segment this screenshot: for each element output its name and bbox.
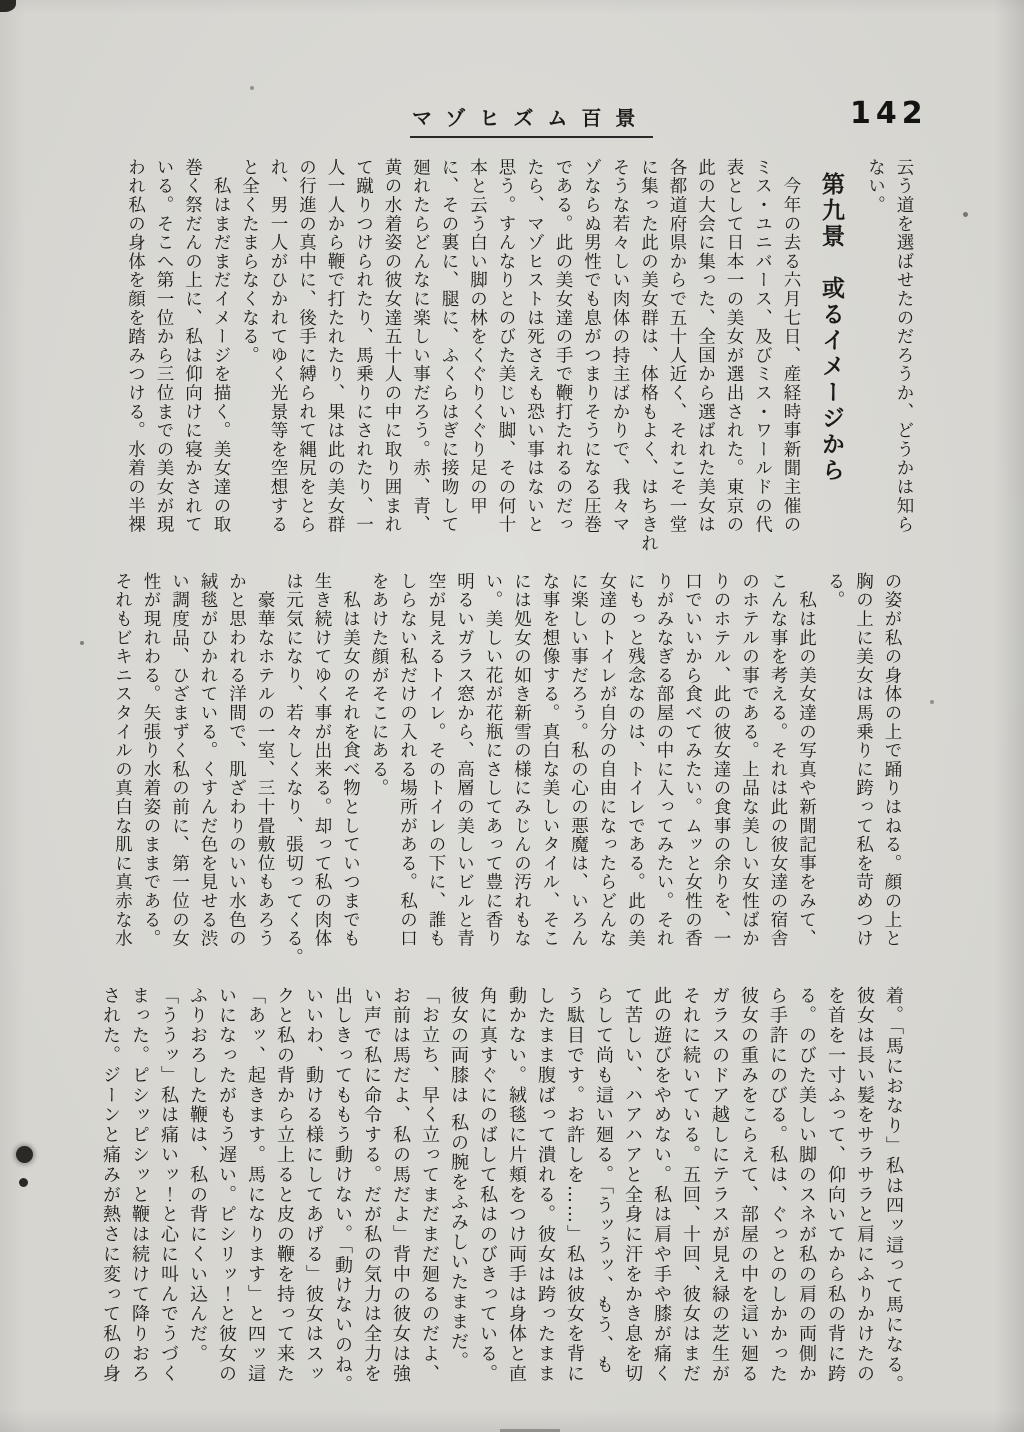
text-column: かと思われる洋間で、肌ざわりのいい水色の bbox=[226, 572, 247, 948]
text-column: りがみなぎる部屋の中に入ってみたい。それ bbox=[654, 572, 674, 948]
text-column: 表として日本一の美女が選出された。東京の bbox=[724, 158, 744, 534]
text-column: の姿が私の身体の上で踊りはねる。顔の上と bbox=[882, 572, 902, 948]
text-column: い。美しい花が花瓶にさしてあって豊に香り bbox=[483, 572, 503, 948]
text-column: 空が見えるトイレ。そのトイレの下に、誰も bbox=[426, 572, 446, 948]
text-column: 明るいガラス窓から、高層の美しいビルと青 bbox=[454, 572, 475, 948]
text-column: い調度品、ひざまずく私の前に、第一位の女 bbox=[169, 572, 190, 948]
text-column: に楽しい事だろう。私の心の悪魔は、いろん bbox=[568, 572, 589, 948]
text-column: 動かない。絨毯に片頬をつけ両手は身体と直 bbox=[506, 986, 527, 1384]
text-block-middle bbox=[108, 572, 906, 980]
ink-speck bbox=[16, 1146, 33, 1163]
text-column: 今年の去る六月七日、産経時事新聞主催の bbox=[781, 158, 801, 534]
text-column: い声で私に命令する。だが私の気力は全力を bbox=[361, 986, 382, 1384]
text-column: 彼女の両膝は 私の腕をふみしいたままだ。 bbox=[448, 986, 469, 1372]
text-column: に集った此の美女群は、体格もよく、はちきれ bbox=[638, 158, 659, 553]
text-column: をあけた顔がそこにある。 bbox=[369, 572, 389, 798]
section-heading: 第九景 或るイメージから bbox=[818, 172, 844, 484]
text-block-top bbox=[121, 158, 918, 580]
text-column: たら、マゾヒストは死さえも恐い事はないと bbox=[524, 158, 545, 534]
text-column: の行進の真中に、後手に縛られて縄尻をとら bbox=[296, 158, 317, 534]
text-column: そうな若々しい肉体の持主ばかりで、我々マ bbox=[610, 158, 630, 534]
text-column: 思う。すんなりとのびた美じい脚、その何十 bbox=[496, 158, 516, 534]
text-column: 廻れたらどんなに楽しい事だろう。赤、青、 bbox=[410, 158, 431, 534]
text-column: は元気になり、若々しくなり、張切ってくる。 bbox=[283, 572, 304, 967]
text-column: 私はまだまだイメージを描く。美女達の取 bbox=[211, 158, 231, 534]
text-column: クと私の背から立上ると皮の鞭を持って来た bbox=[274, 986, 295, 1384]
text-column: された。ジーンと痛みが熱さに変って私の身 bbox=[100, 986, 121, 1384]
text-column: いる。そこへ第一位から三位までの美女が現 bbox=[154, 158, 174, 534]
text-column: 云う道を選ばせたのだろうか、どうかは知ら bbox=[894, 158, 914, 534]
text-column: それもビキニスタイルの真白な肌に真赤な水 bbox=[112, 572, 133, 948]
text-column: いになったがもう遅い。ピシリッ！と彼女の bbox=[216, 986, 237, 1384]
text-column: 此の大会に集った、全国から選ばれた美女は bbox=[695, 158, 716, 534]
text-column: いいわ、動ける様にしてあげる」彼女はスッ bbox=[303, 986, 324, 1384]
text-column: 着。「馬におなり」私は四ッ這って馬になる。 bbox=[883, 986, 904, 1395]
text-column: 「あッ、起きます。馬になります」と四ッ這 bbox=[245, 986, 266, 1384]
text-column: のホテルの事である。上品な美しい女性ばか bbox=[739, 572, 760, 948]
ink-speck bbox=[250, 86, 254, 90]
text-column: 彼女の重みをこらえて、部屋の中を這い廻る bbox=[738, 986, 759, 1384]
text-block-bottom bbox=[96, 986, 908, 1421]
text-column: である。此の美女達の手で鞭打たれるのだっ bbox=[553, 158, 573, 534]
text-column: われ私の身体を顔を踏みつける。水着の半裸 bbox=[125, 158, 146, 534]
text-column: には処女の如き新雪の様にみじんの汚れもな bbox=[511, 572, 532, 948]
text-column: 胸の上に美女は馬乗りに跨って私を苛めつけ bbox=[853, 572, 874, 948]
text-column: る。 bbox=[825, 572, 845, 610]
text-column: 豪華なホテルの一室、三十畳敷位もあろう bbox=[255, 572, 275, 948]
text-column: しらない私だけの入れる場所がある。私の口 bbox=[397, 572, 418, 948]
text-column: 各都道府県からで五十人近く、それこそ一堂 bbox=[667, 158, 687, 534]
text-column: ゾならぬ男性でも息がつまりそうになる圧巻 bbox=[581, 158, 602, 534]
text-column: 本と云う白い脚の林をくぐりくぐり足の甲 bbox=[467, 158, 488, 516]
text-column: 角に真すぐにのばして私はのびきっている。 bbox=[477, 986, 498, 1384]
text-column: ミス・ユニバース、及びミス・ワールドの代 bbox=[752, 158, 773, 534]
text-column: お前は馬だよ、私の馬だよ」背中の彼女は強 bbox=[390, 986, 411, 1384]
ink-speck bbox=[930, 700, 934, 704]
text-column: 「お立ち、早く立ってまだまだ廻るのだよ、 bbox=[419, 986, 440, 1384]
text-column: 私は美女のそれを食べ物としていつまでも bbox=[340, 572, 361, 948]
text-column: 人一人から鞭で打たれたり、果は此の美女群 bbox=[325, 158, 345, 534]
text-column: ガラスのドア越しにテラスが見え緑の芝生が bbox=[709, 986, 730, 1384]
text-column: 彼女は長い髪をサラサラと肩にふりかけたの bbox=[854, 986, 875, 1384]
text-column: れ、男一人がひかれてゆく光景等を空想する bbox=[268, 158, 288, 534]
text-column: りのホテル、此の彼女達の食事の余りを、一 bbox=[711, 572, 731, 948]
text-column: る。のびた美しい脚のスネが私の肩の両側か bbox=[796, 986, 817, 1384]
running-title: マゾヒズム百景 bbox=[410, 102, 653, 138]
text-column: 巻く祭だんの上に、私は仰向けに寝かされて bbox=[182, 158, 203, 534]
text-column: ふりおろした鞭は、私の背にくい込んだ。 bbox=[187, 986, 208, 1365]
text-column: に、その裏に、腿に、ふくらはぎに接吻して bbox=[439, 158, 459, 534]
text-column: 此の遊びをやめない。私は肩や手や膝が痛く bbox=[651, 986, 672, 1384]
text-column: それに続いている。五回、十回、彼女はまだ bbox=[680, 986, 701, 1384]
ink-speck bbox=[963, 212, 968, 217]
text-column: ら手許にのびる。私は、ぐっとのしかかった bbox=[767, 986, 788, 1384]
text-column: と全くたまらなくなる。 bbox=[239, 158, 260, 365]
ink-speck bbox=[19, 1178, 28, 1187]
text-column: 性が現れわる。矢張り水着姿のままである。 bbox=[141, 572, 161, 948]
text-column: 生き続けてゆく事が出来る。却って私の肉体 bbox=[312, 572, 332, 948]
text-column: にもっと残念なのは、トイレである。此の美 bbox=[625, 572, 646, 948]
text-column: う駄目です。お許しを……」私は彼女を背に bbox=[564, 986, 585, 1384]
text-column: したまま腹ばって潰れる。彼女は跨ったまま bbox=[535, 986, 556, 1384]
text-column: ない。 bbox=[865, 158, 886, 215]
text-column: 口でいいから食べてみたい。ムッと女性の香 bbox=[682, 572, 703, 948]
text-column: 黄の水着姿の彼女達五十人の中に取り囲まれ bbox=[382, 158, 402, 534]
text-column: て蹴りつけられたり、馬乗りにされたり、一 bbox=[353, 158, 374, 534]
text-column: 絨毯がひかれている。くすんだ色を見せる渋 bbox=[198, 572, 218, 948]
text-column: を首を一寸ふって、仰向いてから私の背に跨 bbox=[825, 986, 846, 1384]
text-column: て苦しい、ハアハアと全身に汗をかき息を切 bbox=[622, 986, 643, 1384]
page-number: 142 bbox=[850, 96, 928, 131]
text-column: 出しきってももう動けない。「動けないのね。 bbox=[332, 986, 353, 1395]
text-column: 女達のトイレが自分の自由になったらどんな bbox=[597, 572, 617, 948]
text-column: な事を想像する。真白な美しいタイル、そこ bbox=[540, 572, 560, 948]
text-column: 私は此の美女達の写真や新聞記事をみて、 bbox=[796, 572, 817, 948]
text-column: こんな事を考える。それは此の彼女達の宿舎 bbox=[768, 572, 788, 948]
text-column: まった。ピシッピシッと鞭は続けて降りおろ bbox=[129, 986, 150, 1384]
ink-speck bbox=[80, 641, 84, 645]
text-column: らして尚も這い廻る。「うッうッ、もう、も bbox=[593, 986, 614, 1375]
text-column: 「ううッ」私は痛いッ！と心に叫んでうづく bbox=[158, 986, 179, 1384]
ink-speck bbox=[0, 0, 16, 12]
